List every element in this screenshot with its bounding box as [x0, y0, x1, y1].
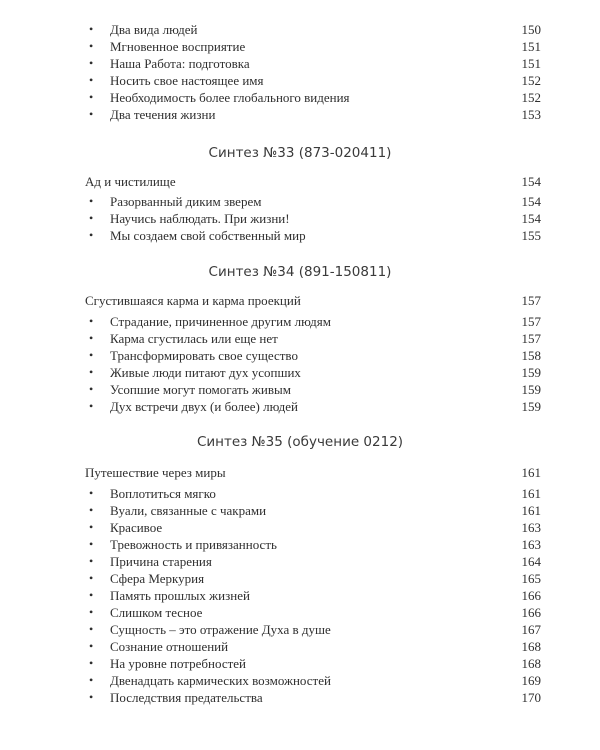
bullet-icon: •	[89, 382, 94, 396]
bullet-icon: •	[89, 365, 94, 379]
toc-chapter	[85, 464, 541, 481]
toc-entry-title: Разорванный диким зверем	[110, 194, 262, 209]
toc-entry-title: Живые люди питают дух усопших	[110, 365, 301, 380]
toc-entry-page: 157	[521, 331, 541, 346]
bullet-icon: •	[89, 228, 94, 242]
bullet-icon: •	[89, 571, 94, 585]
toc-entry	[85, 655, 541, 672]
toc-entry-title: Мы создаем свой собственный мир	[110, 228, 306, 243]
bullet-icon: •	[89, 588, 94, 602]
toc-entry-title: Причина старения	[110, 554, 212, 569]
toc-entry-page: 166	[521, 588, 541, 603]
toc-entry-title: Карма сгустилась или еще нет	[110, 331, 278, 346]
bullet-icon: •	[89, 656, 94, 670]
toc-entry-page: 157	[521, 314, 541, 329]
toc-entry	[85, 621, 541, 638]
toc-entry-title: Слишком тесное	[110, 605, 203, 620]
toc-entry-title: Последствия предательства	[110, 690, 263, 705]
bullet-icon: •	[89, 690, 94, 704]
toc-entry	[85, 672, 541, 689]
toc-entry	[85, 21, 541, 38]
toc-entry	[85, 502, 541, 519]
toc-entry	[85, 55, 541, 72]
toc-entry	[85, 106, 541, 123]
bullet-icon: •	[89, 331, 94, 345]
toc-chapter-title: Путешествие через миры	[85, 465, 226, 480]
toc-entry-page: 154	[521, 194, 541, 209]
bullet-icon: •	[89, 73, 94, 87]
toc-entry-page: 159	[521, 365, 541, 380]
toc-entry-page: 151	[521, 39, 541, 54]
toc-entry-page: 152	[521, 90, 541, 105]
toc-entry-page: 164	[521, 554, 541, 569]
toc-entry-title: Необходимость более глобального видения	[110, 90, 350, 105]
toc-entry-title: Красивое	[110, 520, 163, 535]
toc-entry	[85, 398, 541, 415]
toc-entry-page: 168	[521, 656, 541, 671]
toc-entry	[85, 72, 541, 89]
bullet-icon: •	[89, 537, 94, 551]
toc-entry-title: Трансформировать свое существо	[110, 348, 298, 363]
section-heading: Синтез №35 (обучение 0212)	[196, 434, 404, 450]
toc-chapter	[85, 173, 541, 190]
toc-entry-page: 158	[521, 348, 541, 363]
toc-entry-title: Вуали, связанные с чакрами	[110, 503, 267, 518]
bullet-icon: •	[89, 520, 94, 534]
bullet-icon: •	[89, 503, 94, 517]
toc-entry	[85, 381, 541, 398]
toc-entry	[85, 193, 541, 210]
toc-entry-title: Память прошлых жизней	[110, 588, 250, 603]
toc-entry-page: 150	[521, 22, 541, 37]
toc-entry-page: 152	[521, 73, 541, 88]
bullet-icon: •	[89, 314, 94, 328]
toc-entry-page: 163	[521, 537, 541, 552]
toc-entry-page: 151	[521, 56, 541, 71]
toc-chapter-title: Сгустившаяся карма и карма проекций	[85, 293, 301, 308]
toc-entry	[85, 485, 541, 502]
bullet-icon: •	[89, 90, 94, 104]
toc-chapter-page: 154	[521, 174, 541, 189]
bullet-icon: •	[89, 399, 94, 413]
bullet-icon: •	[89, 486, 94, 500]
toc-entry	[85, 519, 541, 536]
bullet-icon: •	[89, 39, 94, 53]
toc-entry	[85, 347, 541, 364]
bullet-icon: •	[89, 194, 94, 208]
toc-entry	[85, 89, 541, 106]
toc-entry	[85, 38, 541, 55]
toc-entry-page: 161	[521, 486, 541, 501]
toc-entry-page: 159	[521, 382, 541, 397]
toc-entry-page: 159	[521, 399, 541, 414]
toc-entry	[85, 570, 541, 587]
toc-entry	[85, 364, 541, 381]
toc-entry-page: 161	[521, 503, 541, 518]
toc-entry-title: Сущность – это отражение Духа в душе	[110, 622, 331, 637]
toc-entry-title: На уровне потребностей	[110, 656, 246, 671]
toc-entry	[85, 689, 541, 706]
section-heading: Синтез №33 (873-020411)	[208, 145, 392, 161]
toc-entry-page: 163	[521, 520, 541, 535]
toc-entry-title: Наша Работа: подготовка	[110, 56, 250, 71]
bullet-icon: •	[89, 22, 94, 36]
toc-chapter-page: 161	[521, 465, 541, 480]
toc-entry-title: Тревожность и привязанность	[110, 537, 277, 552]
toc-entry-page: 154	[521, 211, 541, 226]
toc-entry-page: 170	[521, 690, 541, 705]
toc-entry-page: 169	[521, 673, 541, 688]
bullet-icon: •	[89, 348, 94, 362]
bullet-icon: •	[89, 622, 94, 636]
toc-entry-title: Страдание, причиненное другим людям	[110, 314, 331, 329]
toc-entry	[85, 536, 541, 553]
bullet-icon: •	[89, 639, 94, 653]
toc-entry-title: Два течения жизни	[110, 107, 216, 122]
toc-entry-title: Сознание отношений	[110, 639, 229, 654]
toc-chapter-title: Ад и чистилище	[85, 174, 176, 189]
toc-entry	[85, 638, 541, 655]
toc-entry	[85, 227, 541, 244]
toc-entry-title: Носить свое настоящее имя	[110, 73, 264, 88]
toc-entry-page: 153	[521, 107, 541, 122]
toc-entry	[85, 330, 541, 347]
toc-entry-page: 165	[521, 571, 541, 586]
toc-chapter-page: 157	[521, 293, 541, 308]
toc-entry-title: Мгновенное восприятие	[110, 39, 246, 54]
bullet-icon: •	[89, 554, 94, 568]
toc-entry-title: Воплотиться мягко	[110, 486, 216, 501]
toc-entry-title: Научись наблюдать. При жизни!	[110, 211, 290, 226]
toc-entry-page: 155	[521, 228, 541, 243]
toc-entry-title: Сфера Меркурия	[110, 571, 205, 586]
bullet-icon: •	[89, 605, 94, 619]
toc-entry-title: Два вида людей	[110, 22, 198, 37]
bullet-icon: •	[89, 56, 94, 70]
toc-entry	[85, 553, 541, 570]
toc-entry	[85, 587, 541, 604]
toc-chapter	[85, 292, 541, 309]
toc-entry-page: 168	[521, 639, 541, 654]
toc-entry-title: Двенадцать кармических возможностей	[110, 673, 331, 688]
bullet-icon: •	[89, 673, 94, 687]
toc-entry	[85, 210, 541, 227]
toc-entry-title: Усопшие могут помогать живым	[110, 382, 291, 397]
toc-entry-title: Дух встречи двух (и более) людей	[110, 399, 299, 414]
section-heading: Синтез №34 (891-150811)	[208, 264, 392, 280]
toc-entry-page: 167	[521, 622, 541, 637]
bullet-icon: •	[89, 107, 94, 121]
toc-entry	[85, 313, 541, 330]
toc-entry	[85, 604, 541, 621]
bullet-icon: •	[89, 211, 94, 225]
toc-entry-page: 166	[521, 605, 541, 620]
